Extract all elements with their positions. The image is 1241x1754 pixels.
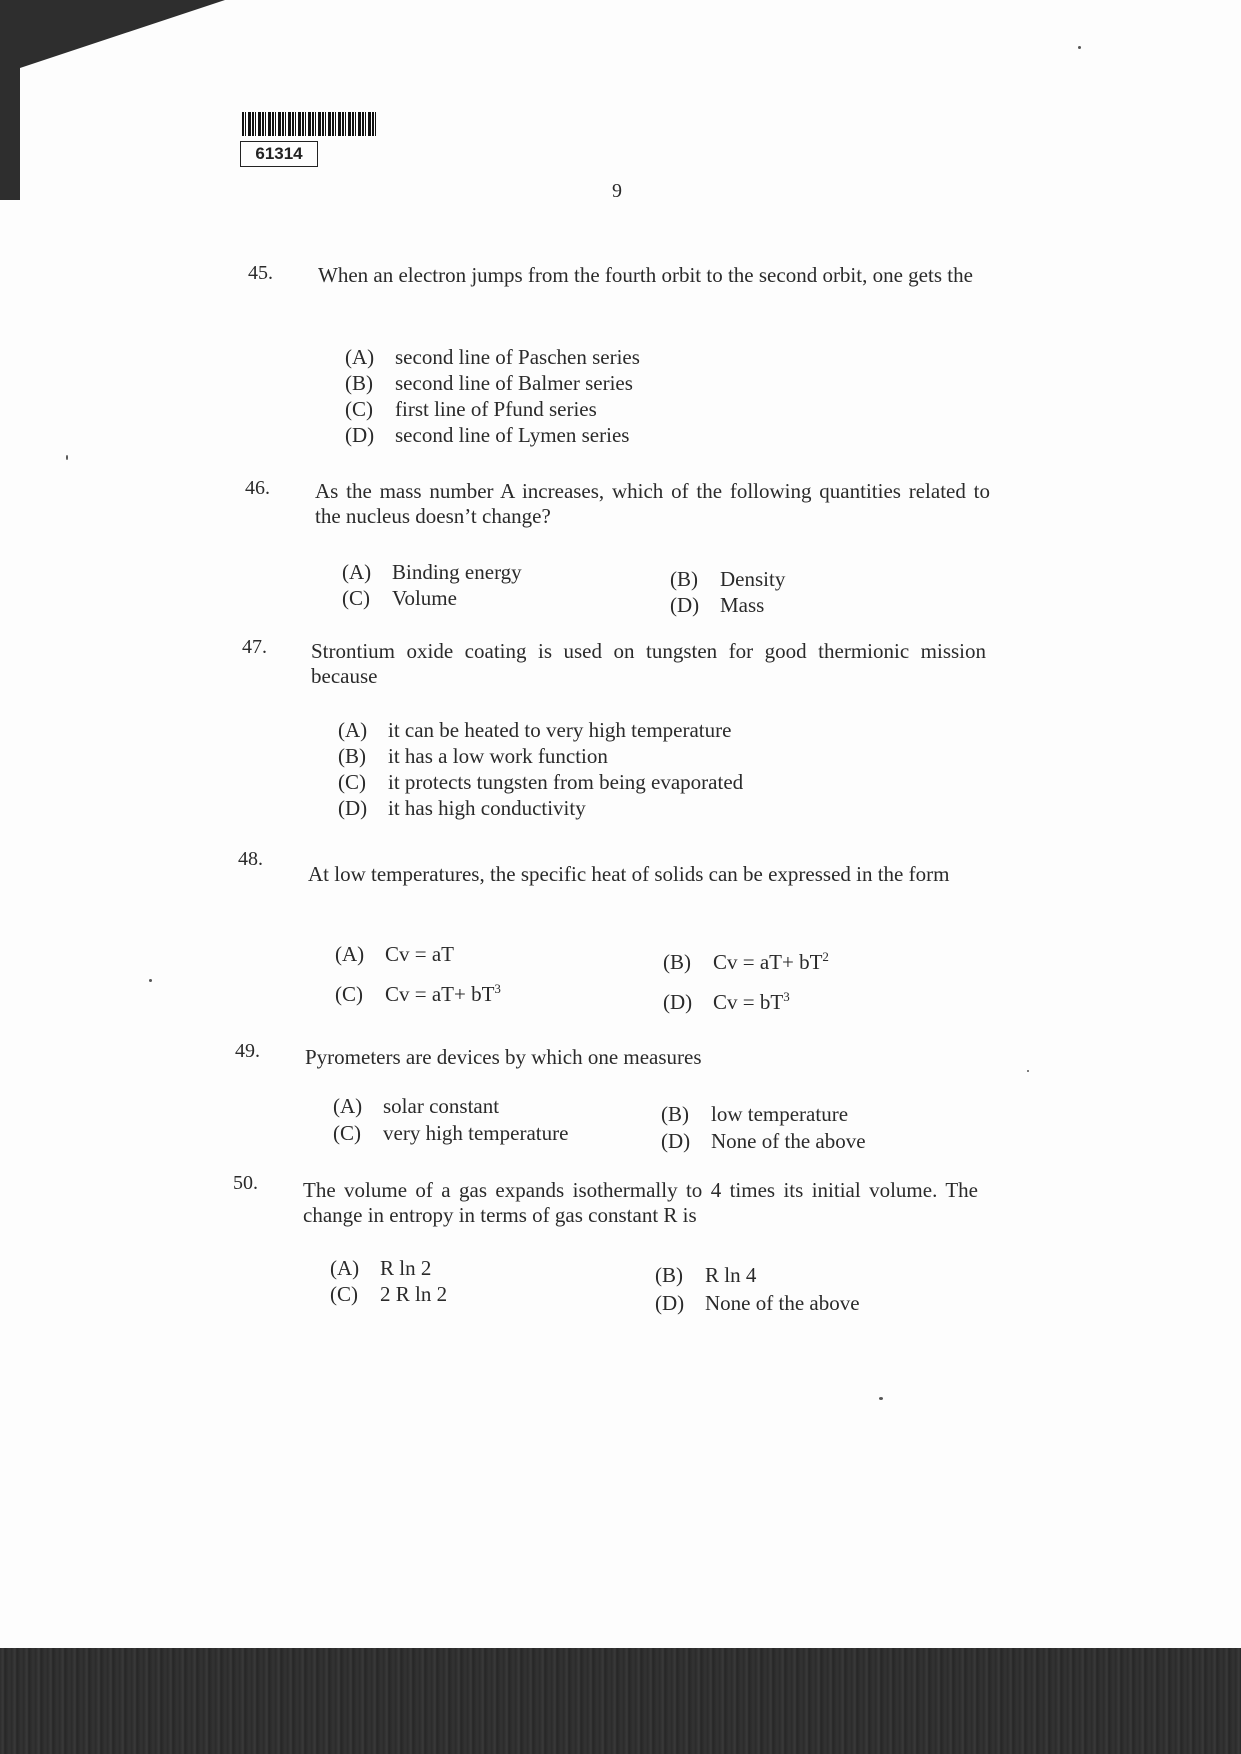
option-label: (D): [345, 423, 375, 447]
option: [661, 1129, 866, 1154]
option-label: (A): [345, 345, 375, 369]
option-label: (D): [663, 990, 693, 1014]
option: [330, 1282, 447, 1307]
scan-speck: [149, 979, 152, 982]
option: [663, 990, 790, 1015]
option: [338, 718, 731, 743]
option-label: (D): [661, 1129, 691, 1153]
question-text: As the mass number A increases, which of the following quantities related to the nucleus doesn’t change?: [315, 479, 990, 528]
option-text: it has a low work function: [388, 744, 608, 768]
option: [330, 1256, 431, 1281]
option-label: (D): [338, 796, 368, 820]
option: [338, 796, 586, 821]
option: [655, 1263, 756, 1288]
question-number: 46.: [245, 477, 270, 499]
barcode: [242, 112, 376, 136]
option-text: very high temperature: [383, 1121, 569, 1145]
option: [345, 371, 633, 396]
option: [333, 1094, 499, 1119]
option-text: second line of Balmer series: [395, 371, 633, 395]
option-label: (A): [342, 560, 372, 584]
option-label: (C): [335, 982, 363, 1006]
option-text: it has high conductivity: [388, 796, 586, 820]
option-text: Mass: [720, 593, 765, 617]
question-text: Pyrometers are devices by which one measures: [305, 1045, 702, 1069]
option-text: None of the above: [711, 1129, 866, 1153]
option-text: Density: [720, 567, 786, 591]
scan-speck: [1078, 46, 1081, 49]
option-text: Volume: [392, 586, 457, 610]
question-text: Strontium oxide coating is used on tungsten for good thermionic mission because: [311, 639, 986, 688]
option-text: solar constant: [383, 1094, 500, 1118]
page-number: 9: [612, 180, 622, 202]
option-label: (B): [338, 744, 366, 768]
option-label: (C): [345, 397, 373, 421]
scan-speck: [66, 455, 68, 460]
option-text: Binding energy: [392, 560, 522, 584]
option-text: second line of Lymen series: [395, 423, 630, 447]
option: [342, 586, 457, 611]
option: [661, 1102, 848, 1127]
superscript: 3: [494, 981, 501, 996]
option-label: (A): [330, 1256, 360, 1280]
option-text: Cv = aT+ bT: [385, 982, 495, 1006]
option-label: (C): [330, 1282, 358, 1306]
option: [345, 345, 640, 370]
option-text: R ln 4: [705, 1263, 757, 1287]
option-text: Cv = aT: [385, 942, 454, 966]
scan-speck: [1027, 1070, 1029, 1072]
superscript: 3: [783, 989, 790, 1004]
option-label: (D): [670, 593, 700, 617]
scan-corner-shadow: [0, 0, 230, 200]
option-label: (B): [345, 371, 373, 395]
question-text: When an electron jumps from the fourth orbit to the second orbit, one gets the: [318, 263, 973, 287]
option-text: None of the above: [705, 1291, 860, 1315]
option: [333, 1121, 568, 1146]
option: [335, 942, 454, 967]
paper-code: 61314: [240, 141, 318, 167]
option: [655, 1291, 860, 1316]
option: [670, 593, 764, 618]
option: [338, 770, 743, 795]
option: [663, 950, 829, 975]
question-text: The volume of a gas expands isothermally to 4 times its initial volume. The change in entropy in terms of gas constant R is: [303, 1178, 978, 1227]
option-text: Cv = bT: [713, 990, 784, 1014]
option-label: (A): [335, 942, 365, 966]
question-number: 50.: [233, 1172, 258, 1194]
question-number: 49.: [235, 1040, 260, 1062]
option-text: second line of Paschen series: [395, 345, 640, 369]
option-label: (D): [655, 1291, 685, 1315]
option-label: (B): [670, 567, 698, 591]
option-label: (B): [663, 950, 691, 974]
question-number: 47.: [242, 636, 267, 658]
option-label: (B): [655, 1263, 683, 1287]
option-label: (A): [338, 718, 368, 742]
option-label: (C): [338, 770, 366, 794]
option-text: it can be heated to very high temperature: [388, 718, 732, 742]
option-text: it protects tungsten from being evaporated: [388, 770, 744, 794]
option-text: first line of Pfund series: [395, 397, 597, 421]
option-label: (C): [333, 1121, 361, 1145]
question-number: 48.: [238, 848, 263, 870]
superscript: 2: [822, 949, 829, 964]
option-label: (A): [333, 1094, 363, 1118]
option: [335, 982, 501, 1007]
option: [342, 560, 522, 585]
option: [345, 397, 597, 422]
option: [338, 744, 608, 769]
scanner-edge: [0, 1648, 1241, 1754]
scan-speck: [879, 1397, 883, 1400]
question-text: At low temperatures, the specific heat of solids can be expressed in the form: [308, 862, 950, 886]
option-label: (B): [661, 1102, 689, 1126]
option-text: Cv = aT+ bT: [713, 950, 823, 974]
option-text: R ln 2: [380, 1256, 432, 1280]
option: [345, 423, 629, 448]
question-number: 45.: [248, 262, 273, 284]
option-text: 2 R ln 2: [380, 1282, 448, 1306]
option: [670, 567, 785, 592]
option-label: (C): [342, 586, 370, 610]
option-text: low temperature: [711, 1102, 849, 1126]
